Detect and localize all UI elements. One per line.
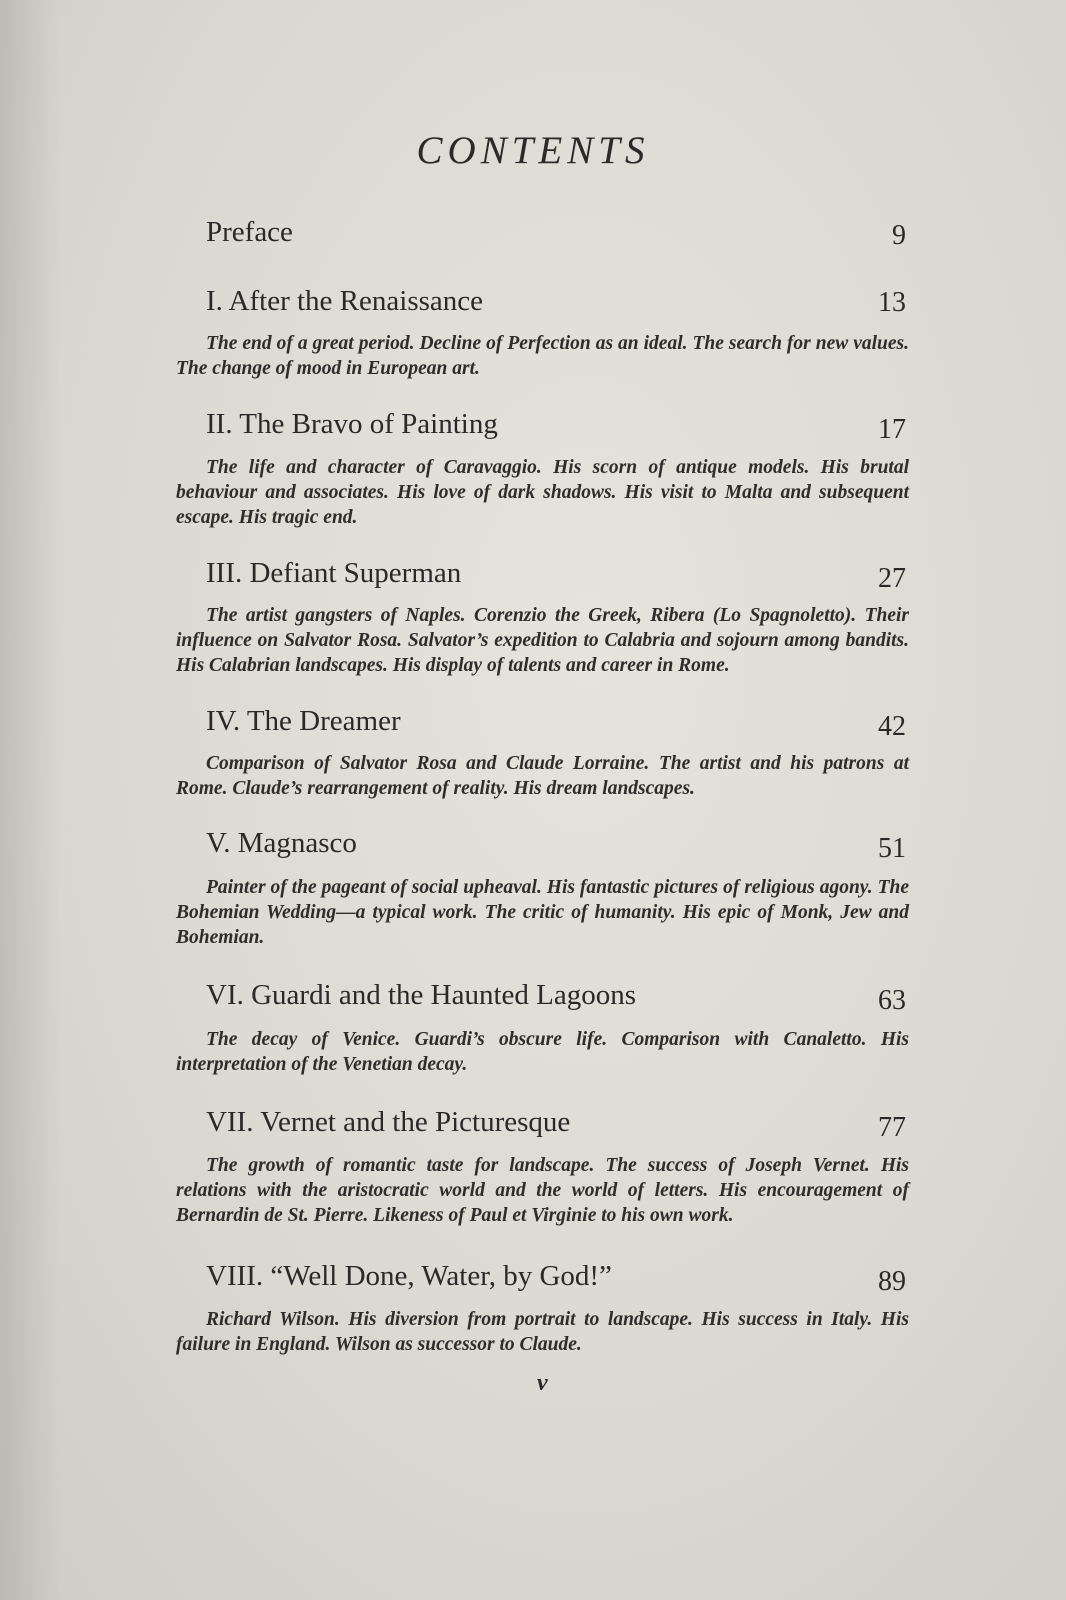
toc-entry-page: 9 [892,220,906,251]
toc-entry-title: IV. The Dreamer [206,705,401,737]
toc-entry-description: The life and character of Caravaggio. His scorn of antique models. His brutal behaviour and associates. His love of dark shadows. His visit to Malta and subsequent escape. His tragic end. [176,457,909,528]
toc-entry-description: The end of a great period. Decline of Perfection as an ideal. The search for new values. The change of mood in European art. [176,333,909,379]
toc-entry-title: VI. Guardi and the Haunted Lagoons [206,979,637,1011]
toc-entry-title: VII. Vernet and the Picturesque [206,1106,571,1138]
toc-entry-description: Comparison of Salvator Rosa and Claude Lorraine. The artist and his patrons at Rome. Claude’s rearrangement of reality. His dream landscapes. [176,753,909,799]
toc-entry-description: The decay of Venice. Guardi’s obscure life. Comparison with Canaletto. His interpretation of the Venetian decay. [176,1029,909,1075]
toc-entry-title: VIII. “Well Done, Water, by God!” [206,1260,612,1292]
toc-entry-page: 42 [878,711,906,742]
toc-entry-title: II. The Bravo of Painting [206,408,498,440]
toc-entry-description: Richard Wilson. His diversion from portrait to landscape. His success in Italy. His failure in England. Wilson as successor to Claude. [176,1309,909,1355]
page-edge-shadow [0,0,60,1600]
toc-entry-page: 89 [878,1266,906,1297]
page-number: v [537,1370,548,1396]
toc-entry-page: 17 [878,414,906,445]
toc-entry-title: Preface [206,216,293,248]
toc-entry-page: 51 [878,833,906,864]
toc-entry-description: Painter of the pageant of social upheaval. His fantastic pictures of religious agony. The Bohemian Wedding—a typical work. The critic of humanity. His epic of Monk, Jew and Bohemian. [176,877,909,948]
toc-entry-title: I. After the Renaissance [206,285,484,317]
toc-entry-title: V. Magnasco [206,827,357,859]
page-title: CONTENTS [416,129,650,172]
toc-entry-description: The growth of romantic taste for landscape. The success of Joseph Vernet. His relations with the aristocratic world and the world of letters. His encouragement of Bernardin de St. Pierre. Likeness of Paul et Virginie to his own work. [176,1155,909,1226]
toc-entry-title: III. Defiant Superman [206,557,462,589]
toc-entry-page: 13 [878,287,906,318]
toc-entry-page: 63 [878,985,906,1016]
toc-entry-description: The artist gangsters of Naples. Corenzio the Greek, Ribera (Lo Spagnoletto). Their influence on Salvator Rosa. Salvator’s expedition to Calabria and sojourn among bandits. His Calabrian landscapes. His display of talents and career in Rome. [176,605,909,676]
toc-entry-page: 77 [878,1112,906,1143]
toc-entry-page: 27 [878,563,906,594]
